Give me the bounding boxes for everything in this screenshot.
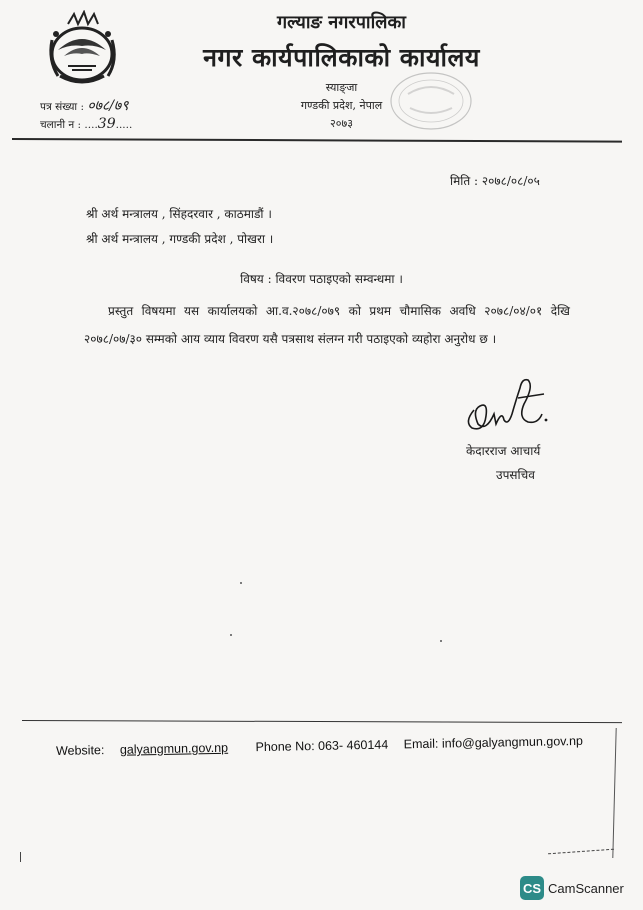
reference-value: ०७८/७९	[87, 98, 129, 114]
footer-website	[56, 740, 240, 758]
office-title: नगर कार्यपालिकाको कार्यालय	[203, 43, 480, 72]
letter-subject: विषय : विवरण पठाइएको सम्वन्धमा ।	[240, 272, 403, 286]
dispatch-value: 39	[97, 116, 116, 132]
camscanner-label: CamScanner	[548, 880, 624, 896]
reference-label: पत्र संख्या	[40, 101, 78, 113]
scan-speck	[230, 634, 232, 636]
district-text: स्याङ्जा	[325, 81, 358, 94]
dispatch-label: चलानी न	[40, 119, 75, 131]
province-text: गण्डकी प्रदेश, नेपाल	[300, 99, 383, 112]
office-stamp-icon	[388, 70, 474, 132]
footer-divider	[22, 720, 622, 723]
scan-speck	[240, 582, 242, 584]
footer-border-right	[612, 728, 616, 858]
footer-phone: Phone No: 063- 460144	[255, 737, 389, 755]
footer-email: Email: info@galyangmun.gov.np	[403, 733, 584, 752]
dispatch-number: चलानी न : ....39.....	[40, 116, 133, 132]
reference-number: पत्र संख्या : ०७८/७९	[40, 98, 129, 114]
footer-border-bottom	[548, 849, 614, 855]
signatory-title: उपसचिव	[496, 468, 535, 482]
recipient-1: श्री अर्थ मन्त्रालय , सिंहदरवार , काठमाडौं ।	[86, 207, 272, 221]
signatory-name: केदारराज आचार्य	[466, 444, 541, 458]
camscanner-logo-icon: CS	[520, 876, 544, 900]
margin-mark	[20, 852, 21, 862]
letter-body: प्रस्तुत विषयमा यस कार्यालयको आ.व.२०७८/०७९ को प्रथम चौमासिक अवधि २०७८/०४/०१ देखि २०७८/०७/३० सम्मको आय व्याय विवरण यसै पत्रसाथ संलग्न गरी पठाइएको व्यहोरा अनुरोध छ ।	[84, 304, 570, 346]
header-divider	[12, 138, 622, 143]
municipality-name: गल्याङ नगरपालिका	[277, 12, 406, 33]
footer-contact	[56, 733, 616, 758]
scan-speck	[440, 640, 442, 642]
signature-icon	[458, 370, 558, 440]
website-link[interactable]: galyangmun.gov.np	[119, 740, 229, 757]
recipient-2: श्री अर्थ मन्त्रालय , गण्डकी प्रदेश , पोखरा ।	[86, 232, 274, 246]
letter-date: मिति : २०७८/०८/०५	[450, 174, 540, 188]
camscanner-watermark	[520, 876, 624, 900]
established-year: २०७३	[330, 117, 353, 130]
website-label: Website:	[55, 743, 105, 758]
